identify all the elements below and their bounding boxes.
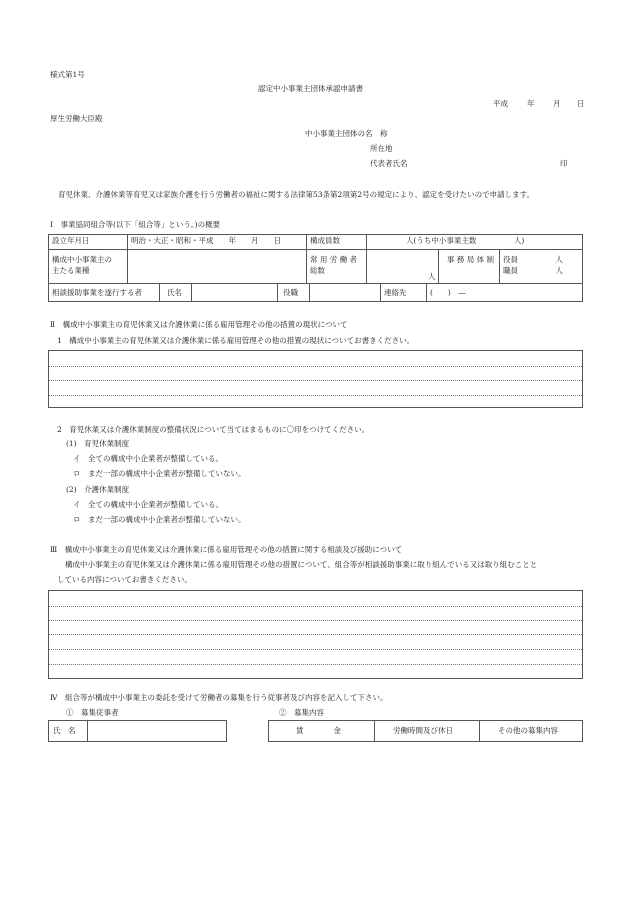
address-label: 所在地 [370, 144, 393, 153]
section2-heading: Ⅱ 構成中小事業主の育児休業又は介護休業に係る雇用管理その他の措置の現状について [50, 320, 348, 329]
section2-answer-box[interactable] [48, 350, 583, 408]
hours-label: 労働時間及び休日 [393, 726, 453, 735]
recruiter-name-label: 氏 名 [53, 726, 76, 735]
childcare-heading: (1) 育児休業制度 [66, 439, 130, 448]
wage-label: 賃 金 [296, 726, 341, 735]
position-label: 役職 [283, 288, 298, 297]
date-year: 年 [527, 99, 535, 108]
date-month: 月 [553, 99, 561, 108]
est-date-label: 設立年月日 [52, 236, 90, 245]
consult-label: 相談援助事業を遂行する者 [52, 288, 142, 297]
staff-field[interactable]: 職員 人 [503, 266, 563, 275]
industry-label-2: 主たる業種 [52, 266, 90, 275]
name-field[interactable] [191, 283, 275, 301]
workers-unit: 人 [428, 272, 436, 281]
nursing-option-a[interactable]: イ 全ての構成中小企業者が整備している。 [73, 500, 223, 509]
section3-answer-box[interactable] [48, 590, 583, 679]
members-label: 構成員数 [310, 236, 340, 245]
industry-label-1: 構成中小事業主の [52, 255, 112, 264]
workers-field[interactable] [366, 249, 436, 282]
recruiter-name-field[interactable] [88, 721, 226, 741]
officers-field[interactable]: 役員 人 [503, 255, 563, 264]
section1-heading: Ⅰ 事業協同組合等(以下「組合等」という。)の概要 [50, 220, 221, 229]
section3-heading: Ⅲ 構成中小事業主の育児休業又は介護休業に係る雇用管理その他の措置に関する相談及び援助について [50, 545, 403, 554]
section4-heading: Ⅳ 組合等が構成中小事業主の委託を受けて労働者の募集を行う従事者及び内容を記入して下さい。 [50, 693, 388, 702]
nursing-heading: (2) 介護休業制度 [66, 485, 130, 494]
recruiter-heading: ① 募集従事者 [66, 708, 119, 717]
position-field[interactable] [309, 283, 379, 301]
childcare-option-a[interactable]: イ 全ての構成中小企業者が整備している。 [73, 454, 223, 463]
workers-label-2: 総数 [310, 266, 325, 275]
members-field[interactable]: 人(うち中小事業主数 人) [406, 236, 525, 245]
section2-q1: 1 構成中小事業主の育児休業又は介護休業に係る雇用管理その他の措置の現状についてお書きください。 [57, 336, 415, 345]
other-content-label: その他の募集内容 [498, 726, 558, 735]
childcare-option-b[interactable]: ロ まだ一部の構成中小企業者が整備していない。 [73, 469, 246, 478]
seal-mark: 印 [560, 159, 568, 168]
addressee: 厚生労働大臣殿 [50, 114, 103, 123]
contact-label: 連絡先 [384, 288, 407, 297]
date-era: 平成 [493, 99, 508, 108]
nursing-option-b[interactable]: ロ まだ一部の構成中小企業者が整備していない。 [73, 515, 246, 524]
form-number: 様式第1号 [50, 70, 85, 79]
est-date-field[interactable]: 明治・大正・昭和・平成 年 月 日 [131, 236, 281, 245]
document-title: 認定中小事業主団体承認申請書 [258, 84, 363, 93]
section3-para-2: している内容についてお書きください。 [57, 575, 192, 584]
name-label: 氏名 [167, 288, 182, 297]
date-day: 日 [577, 99, 585, 108]
industry-field[interactable] [127, 249, 305, 282]
section3-para-1: 構成中小事業主の育児休業又は介護休業に係る雇用管理その他の措置について、組合等が相談援助事業に取り組んでいる又は取り組むことと [65, 560, 538, 569]
workers-label-1: 常 用 労 働 者 [310, 255, 358, 264]
application-statement: 育児休業、介護休業等育児又は家族介護を行う労働者の福祉に関する法律第53条第2項第2号の規定により、認定を受けたいので申請します。 [58, 190, 534, 199]
representative-label: 代表者氏名 [370, 159, 408, 168]
org-name-label: 中小事業主団体の名 称 [305, 129, 388, 138]
section2-q2: 2 育児休業又は介護休業制度の整備状況について当てはまるものに〇印をつけてください。 [57, 425, 370, 434]
office-label: 事 務 局 体 制 [447, 255, 495, 264]
contact-field[interactable]: ( ) ― [430, 288, 466, 297]
recruit-content-heading: ② 募集内容 [279, 708, 324, 717]
